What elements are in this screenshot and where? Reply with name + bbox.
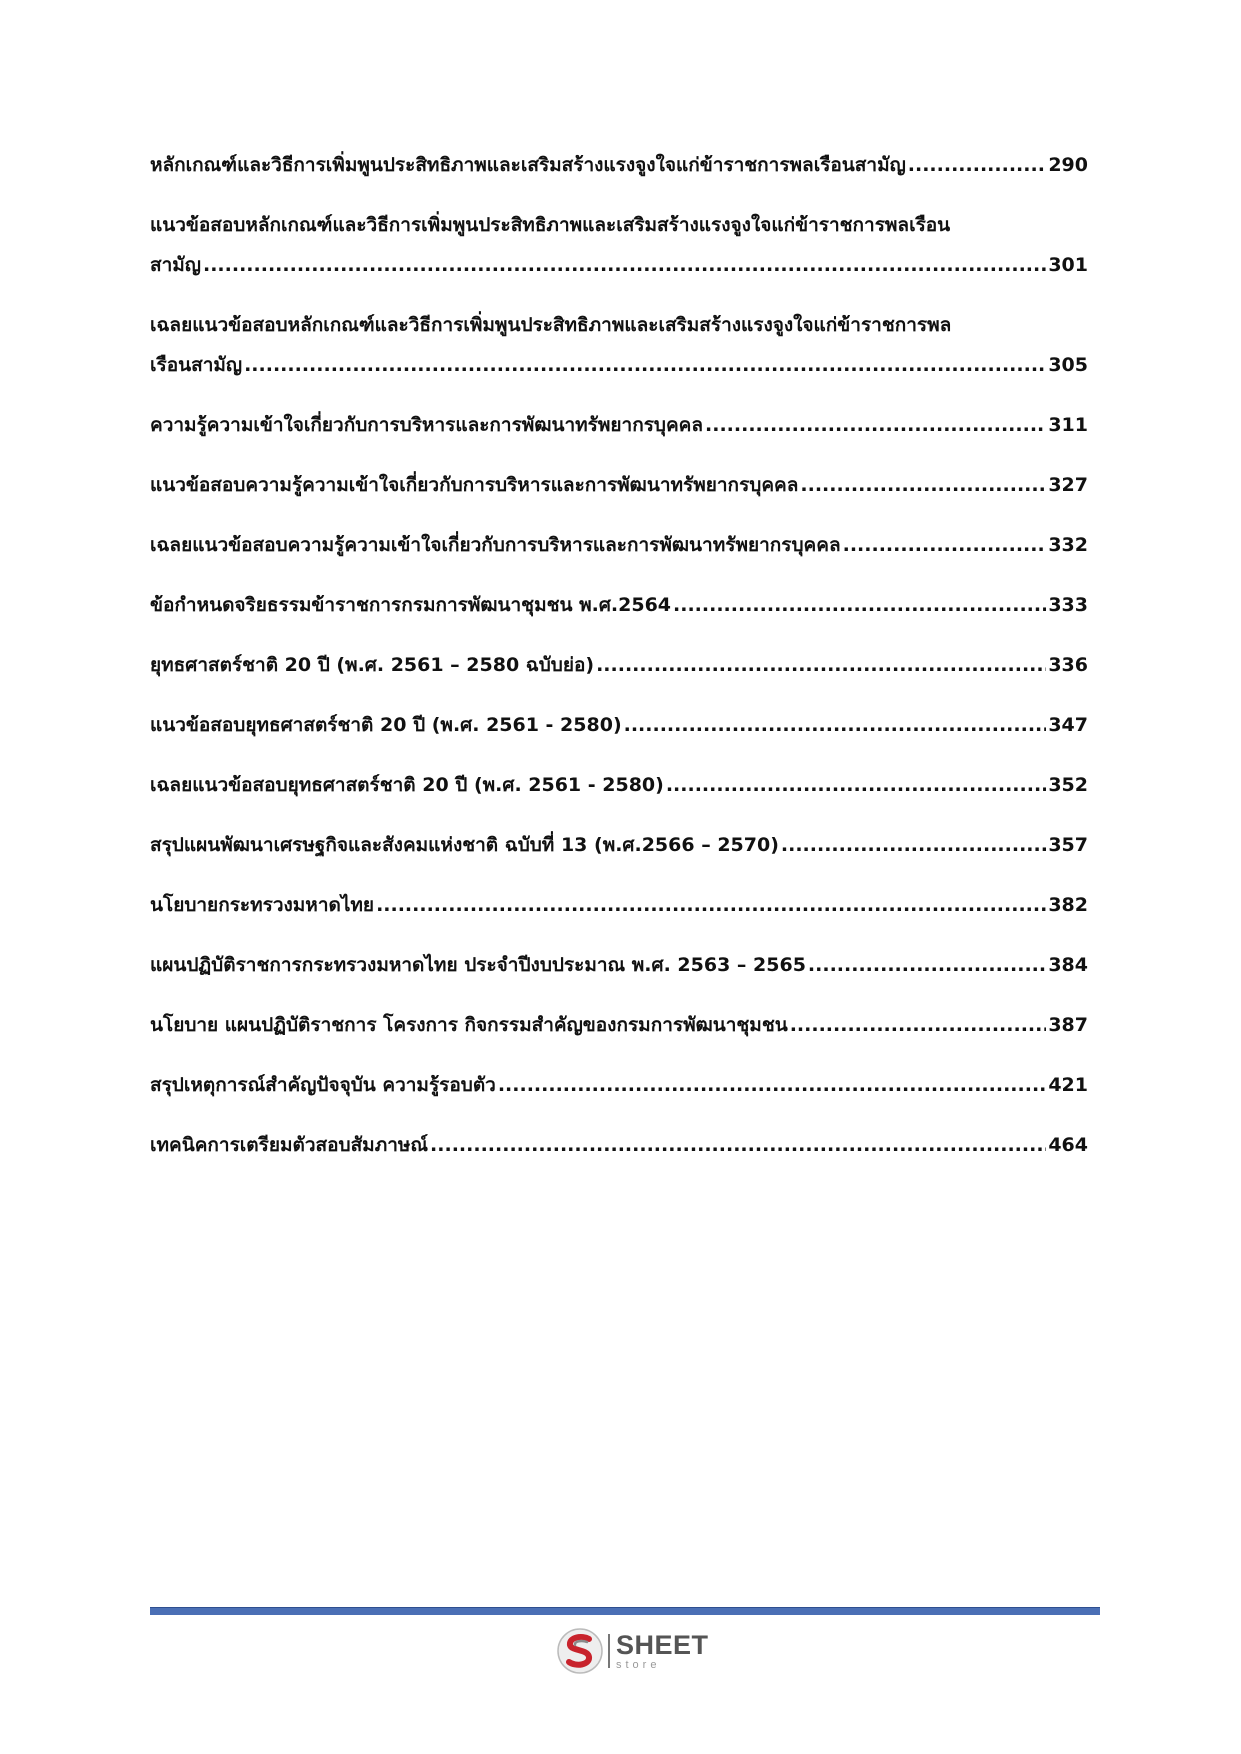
toc-entry[interactable]	[150, 530, 1088, 560]
toc-entry[interactable]	[150, 830, 1088, 860]
logo-text	[616, 1629, 709, 1671]
toc-leader-dots	[596, 650, 1046, 680]
toc-entry-title-continued: เรือนสามัญ	[150, 354, 243, 376]
toc-leader-dots	[705, 410, 1046, 440]
toc-entry-title: สรุปเหตุการณ์สำคัญปัจจุบัน ความรู้รอบตัว	[150, 1074, 496, 1096]
table-of-contents	[150, 150, 1088, 1190]
toc-leader-dots	[244, 350, 1046, 380]
toc-entry-title: เฉลยแนวข้อสอบยุทธศาสตร์ชาติ 20 ปี (พ.ศ. 2561 - 2580)	[150, 774, 664, 796]
toc-page-number: 301	[1048, 254, 1088, 276]
toc-leader-dots	[203, 250, 1046, 280]
toc-leader-dots	[673, 590, 1046, 620]
toc-leader-dots	[666, 770, 1046, 800]
toc-page-number: 464	[1048, 1134, 1088, 1156]
sheet-store-logo-icon	[556, 1627, 604, 1675]
toc-page-number: 387	[1048, 1014, 1088, 1036]
toc-entry-title: แนวข้อสอบหลักเกณฑ์และวิธีการเพิ่มพูนประสิทธิภาพและเสริมสร้างแรงจูงใจแก่ข้าราชการพลเรือน	[150, 214, 951, 236]
sheet-store-logo	[556, 1625, 716, 1677]
toc-leader-dots	[498, 1070, 1046, 1100]
logo-subtext: store	[616, 1658, 661, 1671]
toc-leader-dots	[843, 530, 1047, 560]
toc-entry[interactable]	[150, 770, 1088, 800]
toc-entry[interactable]	[150, 1010, 1088, 1040]
toc-page-number: 305	[1048, 354, 1088, 376]
toc-entry[interactable]	[150, 1070, 1088, 1100]
toc-page-number: 332	[1048, 534, 1088, 556]
toc-entry[interactable]	[150, 310, 1088, 380]
toc-entry-title: นโยบายกระทรวงมหาดไทย	[150, 894, 375, 916]
toc-leader-dots	[808, 950, 1046, 980]
toc-leader-dots	[781, 830, 1046, 860]
toc-entry-title: ข้อกำหนดจริยธรรมข้าราชการกรมการพัฒนาชุมชน พ.ศ.2564	[150, 594, 672, 616]
toc-entry[interactable]	[150, 150, 1088, 180]
toc-entry-title: เฉลยแนวข้อสอบความรู้ความเข้าใจเกี่ยวกับการบริหารและการพัฒนาทรัพยากรบุคคล	[150, 534, 841, 556]
toc-leader-dots	[624, 710, 1047, 740]
logo-wordmark: SHEET	[616, 1629, 709, 1660]
toc-entry-title: ความรู้ความเข้าใจเกี่ยวกับการบริหารและการพัฒนาทรัพยากรบุคคล	[150, 414, 704, 436]
toc-entry[interactable]	[150, 890, 1088, 920]
toc-page-number: 357	[1048, 834, 1088, 856]
toc-leader-dots	[790, 1010, 1047, 1040]
toc-leader-dots	[908, 150, 1047, 180]
toc-leader-dots	[800, 470, 1046, 500]
toc-entry-title: ยุทธศาสตร์ชาติ 20 ปี (พ.ศ. 2561 – 2580 ฉบับย่อ)	[150, 654, 595, 676]
toc-leader-dots	[430, 1130, 1046, 1160]
logo-divider	[608, 1634, 610, 1668]
toc-page-number: 347	[1048, 714, 1088, 736]
toc-entry-title: นโยบาย แผนปฏิบัติราชการ โครงการ กิจกรรมสำคัญของกรมการพัฒนาชุมชน	[150, 1014, 788, 1036]
toc-entry-title: เฉลยแนวข้อสอบหลักเกณฑ์และวิธีการเพิ่มพูนประสิทธิภาพและเสริมสร้างแรงจูงใจแก่ข้าราชการพล	[150, 314, 952, 336]
toc-page-number: 421	[1048, 1074, 1088, 1096]
toc-page-number: 311	[1048, 414, 1088, 436]
toc-leader-dots	[376, 890, 1046, 920]
toc-page-number: 352	[1048, 774, 1088, 796]
toc-entry[interactable]	[150, 950, 1088, 980]
toc-entry-title: สรุปแผนพัฒนาเศรษฐกิจและสังคมแห่งชาติ ฉบับที่ 13 (พ.ศ.2566 – 2570)	[150, 834, 779, 856]
toc-page-number: 336	[1048, 654, 1088, 676]
toc-page-number: 382	[1048, 894, 1088, 916]
toc-entry-title: แนวข้อสอบยุทธศาสตร์ชาติ 20 ปี (พ.ศ. 2561 - 2580)	[150, 714, 622, 736]
toc-entry[interactable]	[150, 1130, 1088, 1160]
toc-entry-title: แผนปฏิบัติราชการกระทรวงมหาดไทย ประจำปีงบประมาณ พ.ศ. 2563 – 2565	[150, 954, 806, 976]
toc-entry[interactable]	[150, 590, 1088, 620]
toc-page-number: 333	[1048, 594, 1088, 616]
toc-entry-title: แนวข้อสอบความรู้ความเข้าใจเกี่ยวกับการบริหารและการพัฒนาทรัพยากรบุคคล	[150, 474, 799, 496]
footer-divider	[150, 1607, 1100, 1615]
toc-entry-title-continued: สามัญ	[150, 254, 201, 276]
toc-entry[interactable]	[150, 410, 1088, 440]
toc-page-number: 327	[1048, 474, 1088, 496]
toc-page-number: 384	[1048, 954, 1088, 976]
toc-entry-title: เทคนิคการเตรียมตัวสอบสัมภาษณ์	[150, 1134, 429, 1156]
toc-entry-title: หลักเกณฑ์และวิธีการเพิ่มพูนประสิทธิภาพและเสริมสร้างแรงจูงใจแก่ข้าราชการพลเรือนสามัญ	[150, 154, 906, 176]
toc-page-number: 290	[1048, 154, 1088, 176]
toc-entry[interactable]	[150, 210, 1088, 280]
toc-entry[interactable]	[150, 650, 1088, 680]
toc-entry[interactable]	[150, 470, 1088, 500]
toc-entry[interactable]	[150, 710, 1088, 740]
